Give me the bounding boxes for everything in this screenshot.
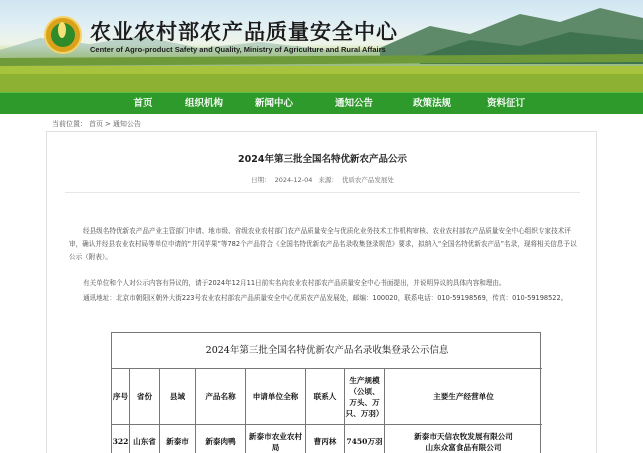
header-contact: 联系人 bbox=[306, 369, 345, 425]
header-no: 序号 bbox=[112, 369, 130, 425]
article-paragraph-3: 通讯地址：北京市朝阳区朝外大街223号农业农村部农产品质量安全中心优质农产品发展处，邮编：100020，联系电话：010-59198569，传真：010-59198522。 bbox=[83, 294, 568, 302]
row-applicant-line: 局 bbox=[271, 442, 280, 452]
article-title: 2024年第三批全国名特优新农产品公示 bbox=[238, 154, 407, 165]
site-banner bbox=[0, 0, 643, 92]
breadcrumb-home-link[interactable]: 首页 bbox=[89, 120, 103, 128]
article-meta bbox=[47, 175, 598, 184]
site-logo-icon[interactable] bbox=[44, 16, 82, 54]
nav-item-notices[interactable]: 通知公告 bbox=[334, 98, 373, 109]
breadcrumb bbox=[52, 119, 143, 129]
breadcrumb-separator: > bbox=[105, 120, 111, 128]
table-title: 2024年第三批全国名特优新农产品名录收集登录公示信息 bbox=[112, 333, 542, 369]
article-source: 优质农产品发展处 bbox=[341, 176, 394, 184]
announcement-table bbox=[111, 332, 541, 453]
site-title: 农业农村部农产品质量安全中心 bbox=[90, 20, 398, 44]
row-producer-line: 山东众富食品有限公司 bbox=[425, 442, 502, 452]
article-date: 2024-12-04 bbox=[274, 176, 313, 184]
breadcrumb-current[interactable]: 通知公告 bbox=[112, 120, 141, 128]
header-applicant: 申请单位全称 bbox=[246, 369, 306, 425]
nav-item-news[interactable]: 新闻中心 bbox=[254, 98, 293, 109]
site-subtitle: Center of Agro-product Safety and Quality, Ministry of Agriculture and Rural Affairs bbox=[90, 45, 386, 54]
nav-item-home[interactable]: 首页 bbox=[133, 98, 153, 109]
row-producers bbox=[385, 425, 542, 453]
header-product: 产品名称 bbox=[196, 369, 246, 425]
article-paragraph-2: 有关单位和个人对公示内容有异议的，请于2024年12月11日前实名向农业农村部农产品质量安全中心书面提出，并说明异议的具体内容和理由。 bbox=[83, 279, 506, 287]
header-county: 县域 bbox=[160, 369, 196, 425]
nav-item-organization[interactable]: 组织机构 bbox=[184, 98, 223, 109]
row-province: 山东省 bbox=[130, 425, 160, 453]
header-scale-line: 生产规模 bbox=[349, 375, 380, 385]
nav-item-subscriptions[interactable]: 资料征订 bbox=[486, 98, 525, 109]
row-applicant bbox=[246, 425, 306, 453]
header-scale-line: 只、万羽） bbox=[345, 408, 384, 418]
header-scale bbox=[345, 369, 385, 425]
row-scale: 7450万羽 bbox=[345, 425, 385, 453]
header-province: 省份 bbox=[130, 369, 160, 425]
row-applicant-line: 新泰市农业农村 bbox=[248, 431, 303, 441]
meta-divider bbox=[65, 192, 580, 193]
main-nav bbox=[0, 92, 643, 114]
header-scale-line: （公顷、 bbox=[349, 386, 380, 396]
date-label: 日期： bbox=[251, 176, 271, 184]
header-producer: 主要生产经营单位 bbox=[385, 369, 542, 425]
row-product: 新泰肉鸭 bbox=[196, 425, 246, 453]
row-no: 322 bbox=[112, 425, 130, 453]
row-contact: 曹丙林 bbox=[306, 425, 345, 453]
breadcrumb-prefix: 当前位置： bbox=[52, 120, 87, 128]
article-card bbox=[46, 131, 597, 453]
row-producer-line: 新泰市天信农牧发展有限公司 bbox=[414, 431, 513, 441]
article-paragraph-1: 经县级名特优新农产品产业主管部门申请、地市级、省级农业农村部门农产品质量安全与优质化业务技术工作机构审核、农业农村部农产品质量安全中心组织专家技术评审，确认并经县农业农村局等单位申请的“井冈苹果”等782个产品符合《全国名特优新农产品名录收集登录规范》要求，拟纳入“全国名特优新农产品”名录，现将相关信息予以公示（附表）。 bbox=[69, 227, 577, 261]
header-scale-line: 万头、万 bbox=[349, 397, 380, 407]
source-label: 来源： bbox=[318, 176, 338, 184]
nav-item-policies[interactable]: 政策法规 bbox=[412, 98, 451, 109]
row-county: 新泰市 bbox=[160, 425, 196, 453]
